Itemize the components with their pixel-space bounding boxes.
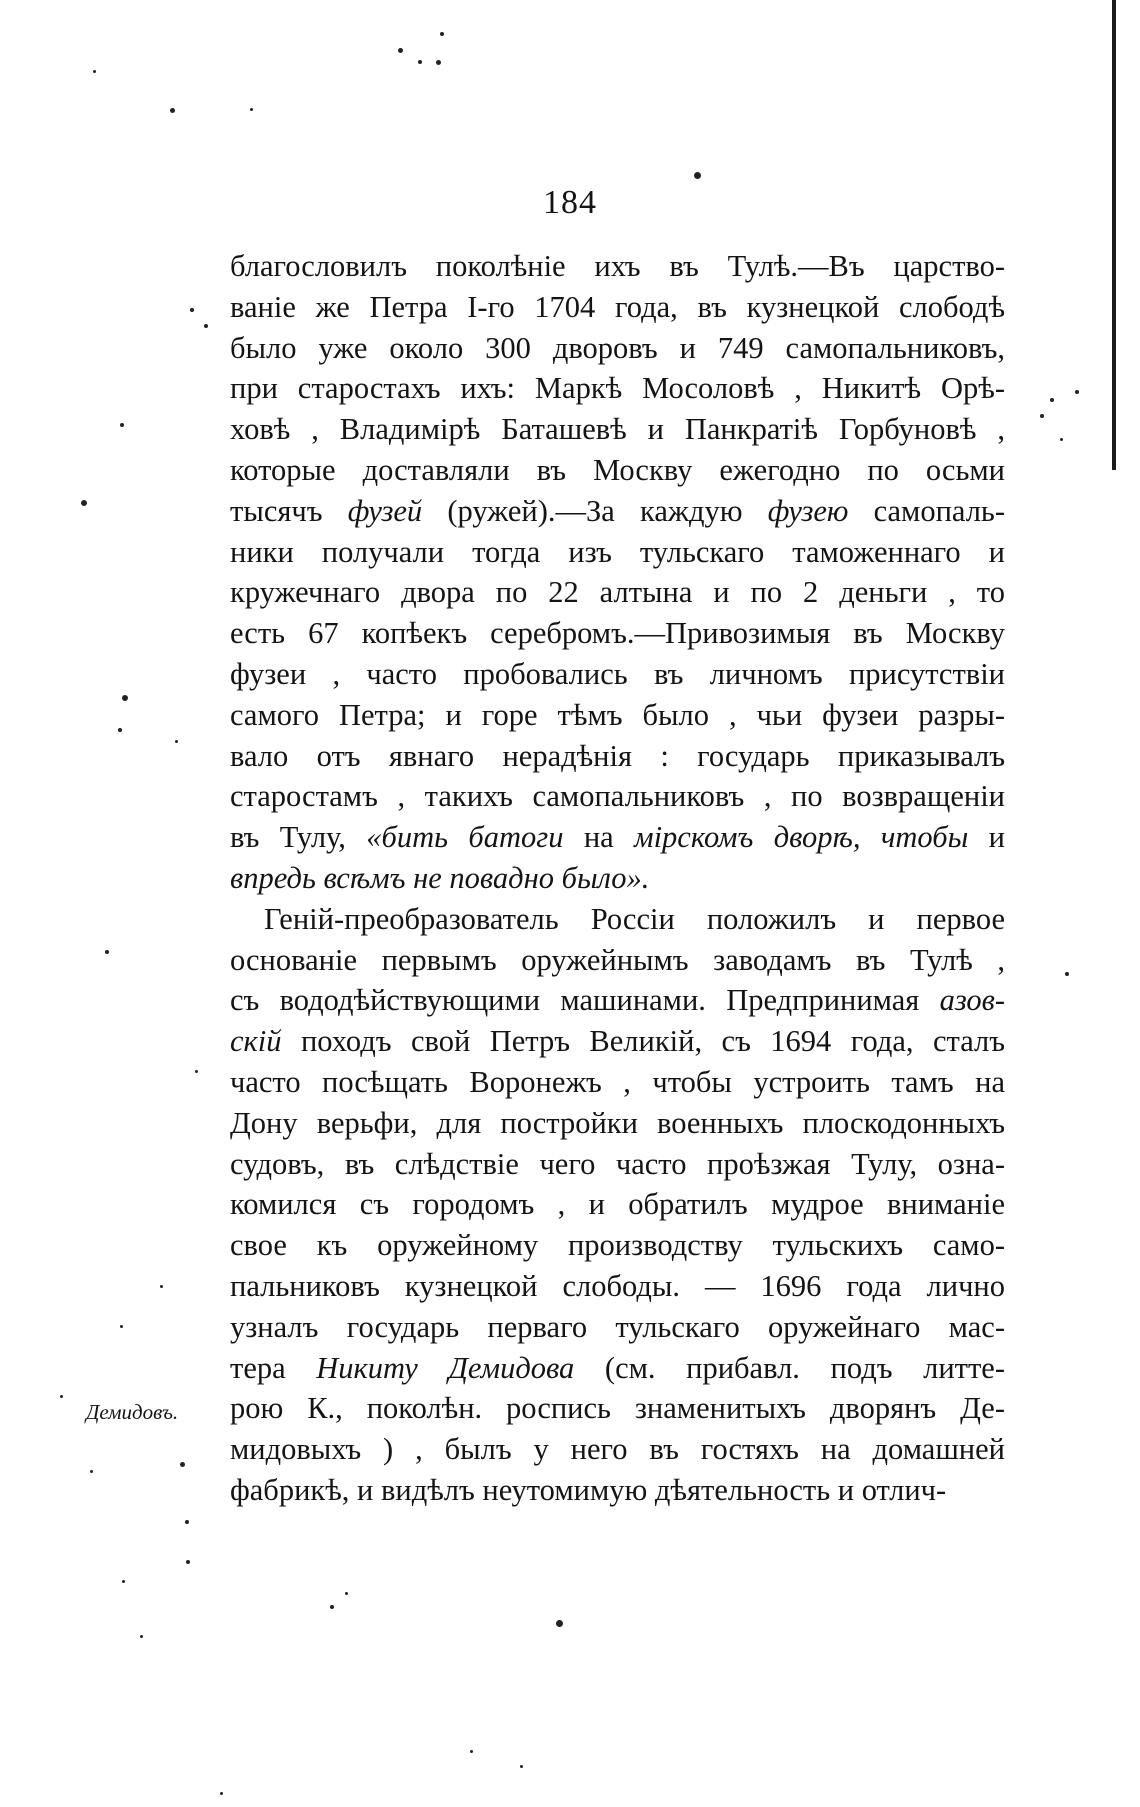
text-line: благословилъ поколѣніе ихъ въ Тулѣ.—Въ царство- xyxy=(230,249,1005,283)
text-line: въ Тулу, «бить батоги на мірскомъ дворѣ, чтобы и xyxy=(230,820,1005,855)
speck xyxy=(81,500,87,506)
text-line: тера Никиту Демидова (см. прибавл. подъ литте- xyxy=(230,1350,1005,1385)
speck xyxy=(204,324,208,328)
speck xyxy=(345,1592,348,1595)
text-line: ники получали тогда изъ тульскаго таможеннаго и xyxy=(230,534,1005,569)
text-line: старостамъ , такихъ самопальниковъ , по возвращеніи xyxy=(230,779,1005,814)
speck xyxy=(220,1792,223,1795)
speck xyxy=(190,308,194,312)
text-line: было уже около 300 дворовъ и 749 самопальниковъ, xyxy=(230,330,1005,365)
speck xyxy=(195,1070,198,1073)
speck xyxy=(330,1605,334,1609)
speck xyxy=(93,70,96,73)
speck xyxy=(250,108,253,111)
text-line: узналъ государь перваго тульскаго оружейнаго мас- xyxy=(230,1309,1005,1344)
margin-note: Демидовъ. xyxy=(86,1400,179,1424)
speck xyxy=(170,108,175,113)
text-line: тысячъ фузей (ружей).—За каждую фузею самопаль- xyxy=(230,493,1005,528)
speck xyxy=(1075,390,1079,394)
text-line: свое къ оружейному производству тульскихъ само- xyxy=(230,1228,1005,1263)
speck xyxy=(470,1750,473,1753)
text-line: судовъ, въ слѣдствіе чего часто проѣзжая Тулу, озна- xyxy=(230,1146,1005,1181)
speck xyxy=(1050,398,1054,402)
speck xyxy=(105,950,109,954)
speck xyxy=(418,60,422,64)
speck xyxy=(440,32,444,36)
text-line: есть 67 копѣекъ серебромъ.—Привозимыя въ Москву xyxy=(230,616,1005,651)
page-edge-shadow xyxy=(1112,0,1116,470)
text-line: Геній-преобразователь Россіи положилъ и первое xyxy=(264,901,1005,936)
page-text xyxy=(230,246,1005,1511)
text-line: ваніе же Петра I-го 1704 года, въ кузнецкой слободѣ xyxy=(230,289,1005,324)
speck xyxy=(90,1470,93,1473)
speck xyxy=(118,728,122,732)
speck xyxy=(398,48,403,53)
text-line: которые доставляли въ Москву ежегодно по осьми xyxy=(230,452,1005,487)
speck xyxy=(120,423,124,427)
speck xyxy=(140,1635,143,1638)
text-line: фабрикѣ, и видѣлъ неутомимую дѣятельность и отлич- xyxy=(230,1472,947,1507)
text-line: ховѣ , Владимірѣ Баташевѣ и Панкратіѣ Горбуновѣ , xyxy=(230,412,1005,447)
page-number: 184 xyxy=(543,184,597,221)
text-line: основаніе первымъ оружейнымъ заводамъ въ Тулѣ , xyxy=(230,942,1005,977)
text-line: комился съ городомъ , и обратилъ мудрое вниманіе xyxy=(230,1187,1005,1222)
text-line: рою К., поколѣн. роспись знаменитыхъ дворянъ Де- xyxy=(230,1391,1005,1426)
text-line: Дону верьфи, для постройки военныхъ плоскодонныхъ xyxy=(230,1105,1005,1140)
speck xyxy=(180,1462,185,1467)
speck xyxy=(120,1325,123,1328)
speck xyxy=(175,740,178,743)
text-line: фузеи , часто пробовались въ личномъ присутствіи xyxy=(230,656,1005,691)
speck xyxy=(185,1520,189,1524)
speck xyxy=(186,1560,190,1564)
speck xyxy=(60,1395,63,1398)
speck xyxy=(122,695,128,701)
text-line: вало отъ явнаго нерадѣнія : государь приказывалъ xyxy=(230,738,1005,773)
speck xyxy=(520,1765,523,1768)
speck xyxy=(1040,414,1044,418)
text-line: самого Петра; и горе тѣмъ было , чьи фузеи разры- xyxy=(230,697,1005,732)
speck xyxy=(556,1620,563,1627)
text-line: часто посѣщать Воронежъ , чтобы устроить тамъ на xyxy=(230,1064,1005,1099)
speck xyxy=(436,60,441,65)
text-line: мидовыхъ ) , былъ у него въ гостяхъ на домашней xyxy=(230,1432,1005,1467)
speck xyxy=(1060,438,1063,441)
text-line: скій походъ свой Петръ Великій, съ 1694 года, сталъ xyxy=(230,1024,1005,1059)
text-line: пальниковъ кузнецкой слободы. — 1696 года лично xyxy=(230,1268,1005,1303)
text-line: кружечнаго двора по 22 алтына и по 2 деньги , то xyxy=(230,575,1005,610)
text-line: съ вододѣйствующими машинами. Предпринимая азов- xyxy=(230,983,1005,1018)
speck xyxy=(160,1285,163,1288)
text-line: при старостахъ ихъ: Маркѣ Мосоловѣ , Никитѣ Орѣ- xyxy=(230,371,1005,406)
text-line: впредь всѣмъ не повадно было». xyxy=(230,860,650,895)
speck xyxy=(694,172,701,179)
speck xyxy=(1065,972,1069,976)
speck xyxy=(122,1580,125,1583)
